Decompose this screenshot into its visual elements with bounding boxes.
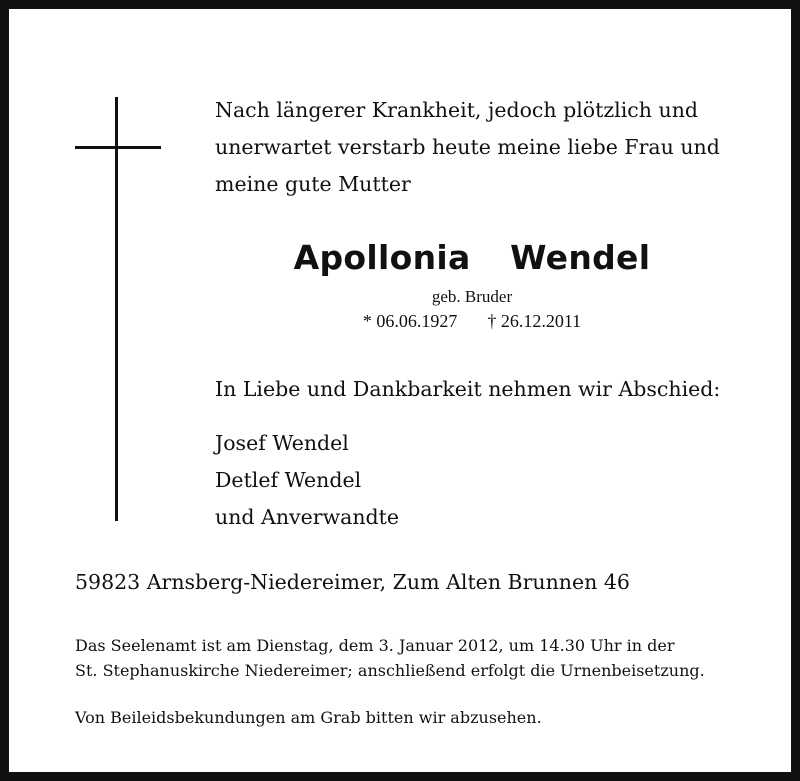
intro-line: Nach längerer Krankheit, jedoch plötzlich und xyxy=(215,98,699,122)
intro-line: meine gute Mutter xyxy=(215,172,411,196)
condolence-note: Von Beileidsbekundungen am Grab bitten wir abzusehen. xyxy=(75,708,542,727)
deceased-name: Apollonia Wendel xyxy=(293,238,651,277)
intro-line: unerwartet verstarb heute meine liebe Frau und xyxy=(215,135,720,159)
life-dates xyxy=(215,311,729,332)
farewell-text: In Liebe und Dankbarkeit nehmen wir Abschied: xyxy=(215,377,721,401)
signer: und Anverwandte xyxy=(215,505,400,529)
service-line: St. Stephanuskirche Niedereimer; anschließend erfolgt die Urnenbeisetzung. xyxy=(75,661,705,680)
signers-list xyxy=(215,425,399,536)
cross-icon-vertical xyxy=(115,97,118,521)
cross-icon-horizontal xyxy=(75,146,161,149)
service-info xyxy=(75,633,730,683)
intro-text xyxy=(215,92,729,203)
address: 59823 Arnsberg-Niedereimer, Zum Alten Brunnen 46 xyxy=(75,570,630,594)
birth-date: * 06.06.1927 xyxy=(362,311,458,331)
service-line: Das Seelenamt ist am Dienstag, dem 3. Januar 2012, um 14.30 Uhr in der xyxy=(75,636,675,655)
signer: Josef Wendel xyxy=(215,431,349,455)
death-date: † 26.12.2011 xyxy=(487,311,582,331)
birth-name: geb. Bruder xyxy=(431,287,513,306)
signer: Detlef Wendel xyxy=(215,468,362,492)
